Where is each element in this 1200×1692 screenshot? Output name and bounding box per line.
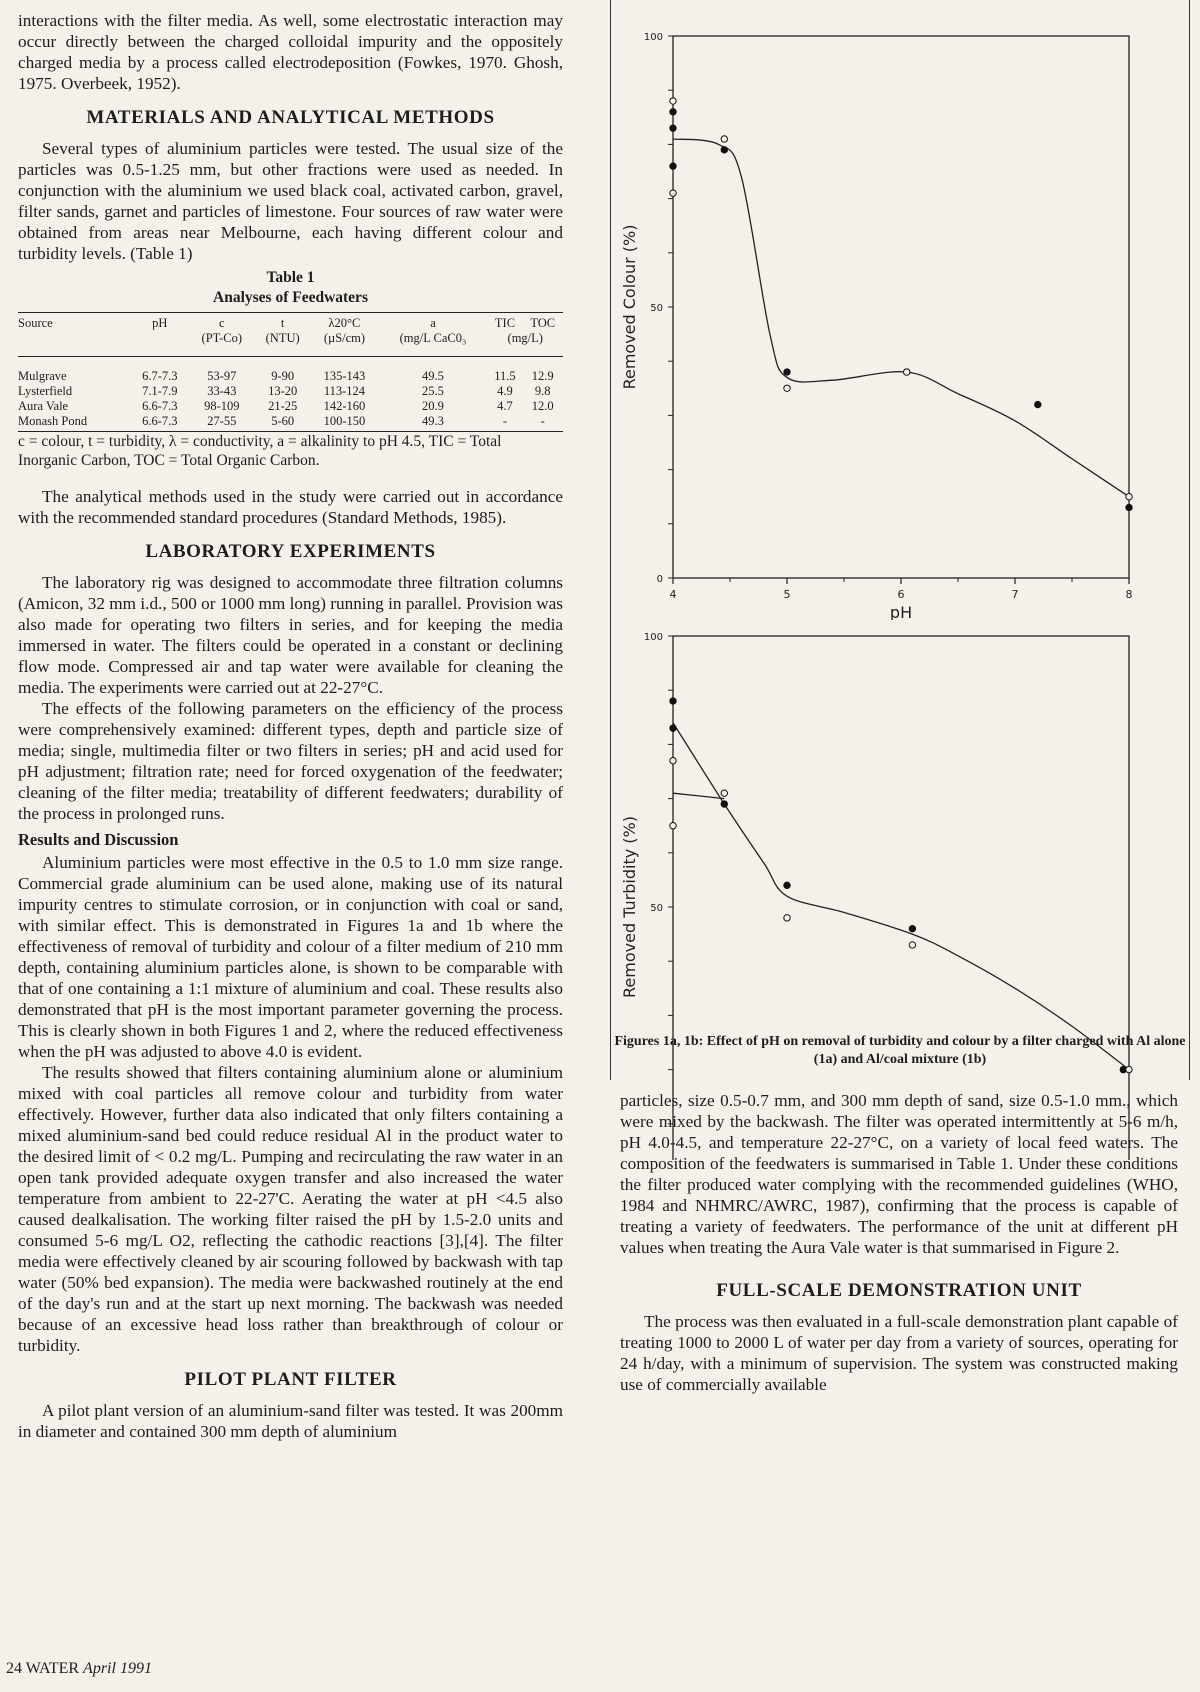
table-cell: 4.7 [497,399,513,413]
table-row [18,357,563,385]
plot-frame [673,636,1129,1160]
table-cell: 9-90 [271,369,295,383]
lab-paragraph-1: The laboratory rig was designed to accommodate three filtration columns (Amicon, 32 mm i.d., 500 or 1000 mm long) running in parallel. Provision was also made for operating two filters in series, and for keeping the media immersed in water. The filters could be operated in a constant or declining flow mode. Compressed air and tap water were available for cleaning the media. The experiments were carried out at 22-27°C. [18,573,563,697]
lab-heading: LABORATORY EXPERIMENTS [145,541,436,562]
x-tick-label: 5 [783,588,791,601]
y-tick-label: 100 [643,632,663,643]
data-point-filled [670,698,676,704]
y-tick-label: 100 [643,32,663,43]
unit-blank-2 [131,331,189,357]
table-note: c = colour, t = turbidity, λ = conductivity, a = alkalinity to pH 4.5, TIC = Total Inorganic Carbon, TOC = Total Organic Carbon. [18,433,502,469]
data-point-open [670,823,676,829]
table-cell: 12.9 [531,369,554,383]
data-point-filled [721,147,727,153]
y-tick-label: 0 [656,574,663,585]
data-point-filled [721,801,727,807]
table-cell: 142-160 [323,399,366,413]
data-point-open [784,915,790,921]
x-tick-label: 4 [669,588,677,601]
data-point-filled [1035,401,1041,407]
table-cell: 9.8 [534,384,551,398]
th-toc: TOC [522,313,563,332]
fit-curve [673,139,1129,497]
table-cell: 20.9 [422,399,444,413]
data-point-open [670,98,676,104]
left-column [18,10,563,1442]
table-row [18,384,563,399]
table-row [18,414,563,432]
table-cell: 98-109 [204,399,240,413]
turbidity-removal-chart [611,600,1191,1160]
table-cell: 135-143 [323,369,366,383]
table-cell: 21-25 [268,399,298,413]
table-cell: Mulgrave [18,369,67,383]
fit-curve [673,723,1129,1070]
y-axis-label: Removed Colour (%) [620,224,639,390]
data-point-open [721,790,727,796]
data-point-open [721,136,727,142]
plot-frame [673,36,1129,578]
results-paragraph-2: The results showed that filters containing aluminium alone or aluminium mixed with coal particles all remove colour and turbidity from water effectively. However, further data also indicated that only filters containing a mixed aluminium-sand bed could reduce residual Al in the product water to the desired limit of < 0.2 mg/L. Pumping and recirculating the raw water in an open tank provided adequate oxygen transfer and also increased the water temperature from ambient to 22-27'C. Aerating the water at pH <4.5 also caused dealkalisation. The working filter raised the pH by 1.5-2.0 units and consumed 5-6 mg/L O2, reflecting the cathodic reactions [3],[4]. The filter media were effectively cleaned by air scouring followed by backwash with tap water (50% bed expansion). The media were backwashed routinely at the end of the day's run and at the start up next morning. The backwash was needed because of an excessive head loss rather than breakthrough of colour or turbidity. [18,1063,563,1355]
data-point-filled [670,125,676,131]
lab-paragraph-2: The effects of the following parameters on the efficiency of the process were comprehensively examined: different types, depth and particle size of media; single, multimedia filter or two filters in series; pH and acid used for pH adjustment; filtration rate; need for forced oxygenation of the feedwater; cleaning of the filter media; treatability of different feedwaters; durability of the process in prolonged runs. [18,699,563,823]
data-point-filled [1126,504,1132,510]
unit-alkalinity: (mg/L CaC0₃ [378,331,487,357]
page-footer [6,1660,152,1678]
colour-removal-chart [611,0,1191,620]
pilot-continued-paragraph: particles, size 0.5-0.7 mm, and 300 mm depth of sand, size 0.5-1.0 mm., which were mixed by the backwash. The filter was operated intermittently at 5-6 m/h, pH 4.0-4.5, and temperature 22-27°C, on a variety of local feed waters. The composition of the feedwaters is summarised in Table 1. Under these conditions the filter produced water complying with the recommended guidelines (WHO, 1984 and NHMRC/AWRC, 1987), confirming that the process is capable of treating a variety of feedwaters. The performance of the unit at different pH values when treating the Aura Vale water is that summarised in Figure 2. [620,1091,1178,1257]
th-colour: c [189,313,255,332]
table-cell: 25.5 [422,384,444,398]
fullscale-heading: FULL-SCALE DEMONSTRATION UNIT [716,1280,1082,1301]
table-cell: 27-55 [189,414,255,432]
table-cell: 53-97 [207,369,237,383]
table-cell: 11.5 [494,369,516,383]
th-conductivity: λ20°C [310,313,378,332]
x-tick-label: 6 [897,588,905,601]
unit-colour: (PT-Co) [189,331,255,357]
table-row [18,399,563,414]
table-cell: 13-20 [268,384,298,398]
fit-curve-secondary [673,793,724,798]
data-point-filled [784,882,790,888]
results-heading: Results and Discussion [18,830,179,849]
table-cell: 113-124 [323,384,366,398]
table-cell: - [487,414,522,432]
data-point-filled [670,163,676,169]
page-number: 24 [6,1660,22,1677]
table-cell: 4.9 [497,384,513,398]
th-source: Source [18,313,131,332]
table-cell: - [522,414,563,432]
x-axis-label: pH [889,603,913,620]
data-point-filled [784,369,790,375]
fullscale-paragraph: The process was then evaluated in a full-scale demonstration plant capable of treating 1000 to 2000 L of water per day from a variety of sources, operating for 24 h/day, with a minimum of supervision. The system was constructed making use of commercially available [620,1312,1178,1394]
table-cell: Monash Pond [18,414,131,432]
table-cell: 6.7-7.3 [142,369,178,383]
x-tick-label: 8 [1125,588,1133,601]
th-alkalinity: a [378,313,487,332]
y-tick-label: 50 [650,903,663,914]
x-tick-label: 7 [1011,588,1019,601]
feedwater-table [18,312,563,432]
th-tic: TIC [487,313,522,332]
pilot-heading: PILOT PLANT FILTER [184,1369,397,1390]
table-cell: Lysterfield [18,384,73,398]
data-point-filled [670,109,676,115]
intro-paragraph: interactions with the filter media. As well, some electrostatic interaction may occur directly between the charged colloidal impurity and the oppositely charged media by a process called electrodeposition (Fowkes, 1970. Ghosh, 1975. Overbeek, 1952). [18,11,563,93]
figure-caption: Figures 1a, 1b: Effect of pH on removal of turbidity and colour by a filter charged with Al alone (1a) and Al/coal mixture (1b) [614,1034,1186,1067]
data-point-open [909,942,915,948]
data-point-open [784,385,790,391]
materials-paragraph: Several types of aluminium particles were tested. The usual size of the particles was 0.5-1.25 mm, but other fractions were used as needed. In conjunction with the aluminium we used black coal, activated carbon, gravel, filter sands, garnet and particles of limestone. Four sources of raw water were obtained from areas near Melbourne, each having different colour and turbidity levels. (Table 1) [18,139,563,263]
data-point-open [1126,494,1132,500]
table-cell: 12.0 [531,399,554,413]
data-point-open [670,190,676,196]
unit-turbidity: (NTU) [255,331,311,357]
figure-frame [610,0,1190,1080]
unit-conductivity: (µS/cm) [310,331,378,357]
table-cell: Aura Vale [18,399,69,413]
table-cell: 6.6-7.3 [142,399,178,413]
analytical-paragraph: The analytical methods used in the study were carried out in accordance with the recommended standard procedures (Standard Methods, 1985). [18,487,563,527]
table-cell: 6.6-7.3 [131,414,189,432]
unit-carbon: (mg/L) [487,331,563,357]
th-ph: pH [131,313,189,332]
results-paragraph-1: Aluminium particles were most effective in the 0.5 to 1.0 mm size range. Commercial grade aluminium can be used alone, making use of its natural impurity centres to stimulate corrosion, or in conjunction with coal or sand, with similar effect. This is demonstrated in Figures 1a and 1b where the effectiveness of removal of turbidity and colour of a filter medium of 210 mm depth, containing aluminium particles alone, is shown to be comparable with that of one containing a 1:1 mixture of aluminium and coal. These results also demonstrated that pH is the most important parameter governing the process. This is clearly shown in both Figures 1 and 2, where the reduced effectiveness when the pH was adjusted to above 4.0 is evident. [18,853,563,1061]
y-axis-label: Removed Turbidity (%) [620,816,639,998]
unit-blank-1 [18,331,131,357]
table-cell: 33-43 [207,384,237,398]
journal-issue: April 1991 [83,1660,152,1677]
pilot-paragraph: A pilot plant version of an aluminium-sand filter was tested. It was 200mm in diameter and contained 300 mm depth of aluminium [18,1401,563,1441]
right-column [620,1090,1178,1395]
table-cell: 100-150 [310,414,378,432]
data-point-filled [670,725,676,731]
journal-name: WATER [25,1660,80,1677]
table-cell: 49.3 [378,414,487,432]
table-cell: 49.5 [422,369,444,383]
materials-heading: MATERIALS AND ANALYTICAL METHODS [86,107,495,128]
table-cell: 5-60 [255,414,311,432]
y-tick-label: 50 [650,303,663,314]
table-cell: 7.1-7.9 [142,384,178,398]
data-point-open [904,369,910,375]
th-turbidity: t [255,313,311,332]
table-subtitle: Analyses of Feedwaters [213,289,368,306]
table-title: Table 1 [266,269,315,286]
data-point-filled [909,925,915,931]
data-point-open [670,757,676,763]
